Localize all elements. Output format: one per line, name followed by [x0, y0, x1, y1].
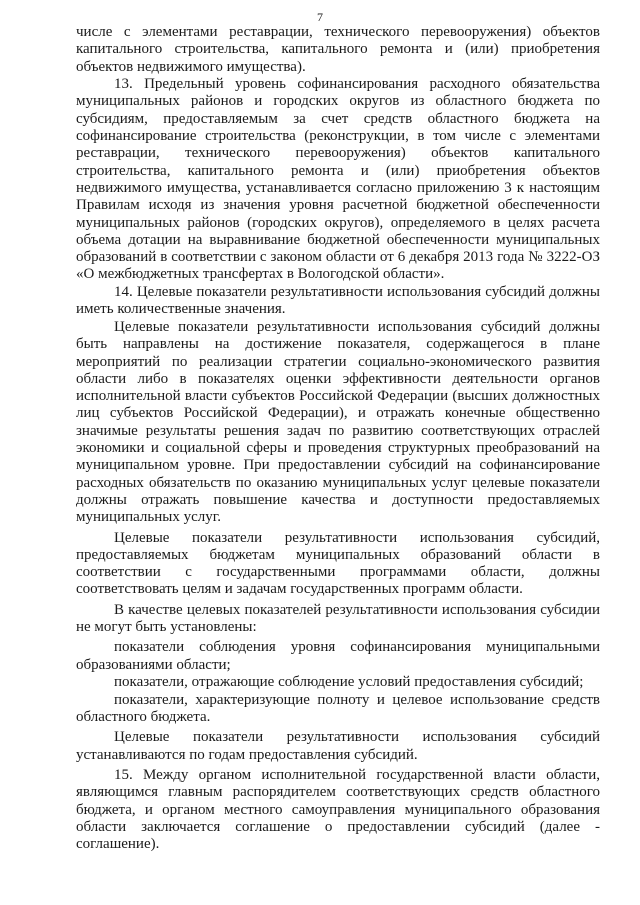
paragraph-15-agreement: 15. Между органом исполнительной государственной власти области, являющимся главным распорядителем соответствующих средств областного бюджета, и органом местного самоуправления муниципального образования области заключается соглашение о предоставлении субсидий (далее - соглашение). [76, 766, 600, 853]
paragraph-continuation: числе с элементами реставрации, технического перевооружения) объектов капитального строительства, капитального ремонта и (или) приобретения объектов недвижимого имущества). [76, 24, 600, 75]
document-body [76, 24, 600, 854]
page-number: 7 [317, 10, 323, 24]
paragraph-indicators-direction: Целевые показатели результативности использования субсидий должны быть направлены на достижение показателя, содержащегося в плане мероприятий по реализации стратегии социально-экономического развития области либо в показателях оценки эффективности деятельности органов исполнительной власти субъектов Российской Федерации (высших должностных лиц субъектов Российской Федерации), и отражать конечные общественно значимые результаты решения задач по развитию соответствующих отраслей экономики и социальной сферы и проведения структурных преобразований на муниципальном уровне. При предоставлении субсидий на софинансирование расходных обязательств по оказанию муниципальных услуг целевые показатели должны отражать повышение качества и доступности предоставляемых муниципальных услуг. [76, 318, 600, 526]
paragraph-14-target-indicators: 14. Целевые показатели результативности использования субсидий должны иметь количественные значения. [76, 284, 600, 318]
list-item-cofinancing-compliance: показатели соблюдения уровня софинансирования муниципальными образованиями области; [76, 639, 600, 673]
paragraph-indicators-by-year: Целевые показатели результативности использования субсидий устанавливаются по годам предоставления субсидий. [76, 729, 600, 763]
paragraph-indicators-state-programs: Целевые показатели результативности использования субсидий, предоставляемых бюджетам муниципальных образований области в соответствии с государственными программами области, должны соответствовать целям и задачам государственных программ области. [76, 529, 600, 598]
paragraph-excluded-indicators-intro: В качестве целевых показателей результативности использования субсидии не могут быть установлены: [76, 601, 600, 635]
paragraph-13-cofinancing-level: 13. Предельный уровень софинансирования расходного обязательства муниципальных районов и городских округов из областного бюджета по субсидиям, предоставляемым за счет средств областного бюджета на софинансирование строительства (реконструкции, в том числе с элементами реставрации, технического перевооружения) объектов капитального строительства, капитального ремонта и (или) приобретения объектов недвижимого имущества, устанавливается согласно приложению 3 к настоящим Правилам исходя из значения уровня расчетной бюджетной обеспеченности муниципальных районов (городских округов), определяемого в целях расчета объема дотации на выравнивание бюджетной обеспеченности муниципальных образований в соответствии с законом области от 6 декабря 2013 года № 3222-ОЗ «О межбюджетных трансфертах в Вологодской области». [76, 76, 600, 283]
list-item-budget-use: показатели, характеризующие полноту и целевое использование средств областного бюджета. [76, 691, 600, 726]
list-item-conditions-compliance: показатели, отражающие соблюдение условий предоставления субсидий; [114, 674, 584, 691]
